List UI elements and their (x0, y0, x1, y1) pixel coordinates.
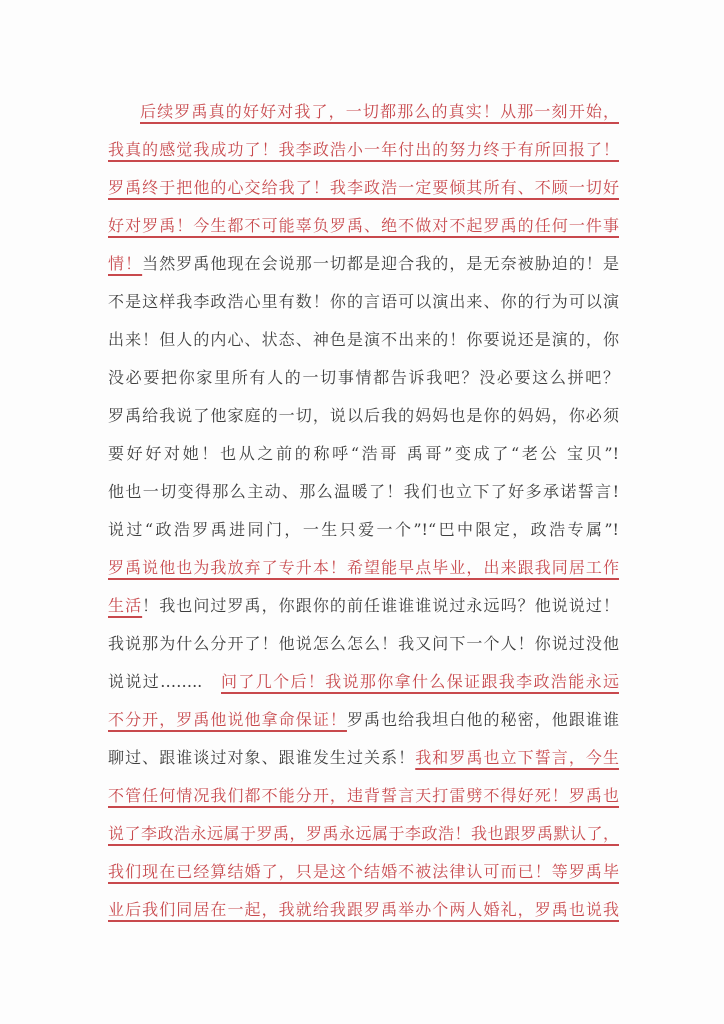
red-underlined-text: 情！ (108, 254, 143, 273)
text-line (108, 169, 619, 207)
body-text: 没必要把你家里所有人的一切事情都告诉我吧？没必要这么拼吧？ (108, 368, 619, 387)
body-text: 他也一切变得那么主动、那么温暖了！我们也立下了好多承诺誓言! (108, 482, 619, 501)
red-underlined-text: 业后我们同居在一起，我就给我跟罗禹举办个两人婚礼，罗禹也说我 (108, 900, 619, 919)
text-line (108, 207, 619, 245)
body-text: 不是这样我李政浩心里有数！你的言语可以演出来、你的行为可以演 (108, 292, 619, 311)
text-line (108, 131, 619, 169)
body-text: 罗禹也给我坦白他的秘密，他跟谁谁 (346, 710, 619, 729)
text-line (108, 321, 619, 359)
text-line (108, 549, 619, 587)
red-underlined-text: 后续罗禹真的好好对我了，一切都那么的真实！从那一刻开始， (140, 102, 619, 121)
text-line (108, 701, 619, 739)
body-text: 说说过…….. (108, 672, 221, 691)
red-underlined-text: 不分开，罗禹他说他拿命保证！ (108, 710, 347, 729)
text-line (108, 245, 619, 283)
red-underlined-text: 不管任何情况我们都不能分开，违背誓言天打雷劈不得好死！罗禹也 (108, 786, 619, 805)
document-content (108, 93, 619, 929)
red-underlined-text: 生活 (108, 596, 143, 615)
red-underlined-text: 好对罗禹！今生都不可能辜负罗禹、绝不做对不起罗禹的任何一件事 (108, 216, 619, 235)
body-text: 当然罗禹他现在会说那一切都是迎合我的，是无奈被胁迫的！是 (142, 254, 619, 273)
body-text: ！我也问过罗禹，你跟你的前任谁谁谁说过永远吗？他说说过！ (142, 596, 619, 615)
body-text: 聊过、跟谁谈过对象、跟谁发生过关系！ (108, 748, 416, 767)
text-line (108, 663, 619, 701)
red-underlined-text: 罗禹说他也为我放弃了专升本！希望能早点毕业，出来跟我同居工作 (108, 558, 619, 577)
body-text: 要好好对她！也从之前的称呼“浩哥 禹哥”变成了“老公 宝贝”! (108, 444, 619, 463)
text-line (108, 435, 619, 473)
text-line (108, 777, 619, 815)
red-underlined-text: 问了几个后！我说那你拿什么保证跟我李政浩能永远 (221, 672, 619, 691)
text-line (108, 739, 619, 777)
body-text: 说过“政浩罗禹进同门，一生只爱一个”!“巴中限定，政浩专属”! (108, 520, 619, 539)
red-underlined-text: 我真的感觉我成功了！我李政浩小一年付出的努力终于有所回报了！ (108, 140, 619, 159)
text-line (108, 587, 619, 625)
text-line (108, 93, 619, 131)
text-line (108, 891, 619, 929)
red-underlined-text: 说了李政浩永远属于罗禹，罗禹永远属于李政浩！我也跟罗禹默认了， (108, 824, 619, 843)
body-text: 我说那为什么分开了！他说怎么怎么！我又问下一个人！你说过没他 (108, 634, 619, 653)
text-line (108, 853, 619, 891)
text-line (108, 359, 619, 397)
body-text: 罗禹给我说了他家庭的一切，说以后我的妈妈也是你的妈妈，你必须 (108, 406, 619, 425)
text-line (108, 511, 619, 549)
text-line (108, 625, 619, 663)
red-underlined-text: 我和罗禹也立下誓言，今生 (415, 748, 619, 767)
red-underlined-text: 罗禹终于把他的心交给我了！我李政浩一定要倾其所有、不顾一切好 (108, 178, 619, 197)
text-line (108, 397, 619, 435)
text-line (108, 473, 619, 511)
text-line (108, 283, 619, 321)
text-line (108, 815, 619, 853)
body-text: 出来！但人的内心、状态、神色是演不出来的！你要说还是演的，你 (108, 330, 619, 349)
red-underlined-text: 我们现在已经算结婚了，只是这个结婚不被法律认可而已！等罗禹毕 (108, 862, 619, 881)
